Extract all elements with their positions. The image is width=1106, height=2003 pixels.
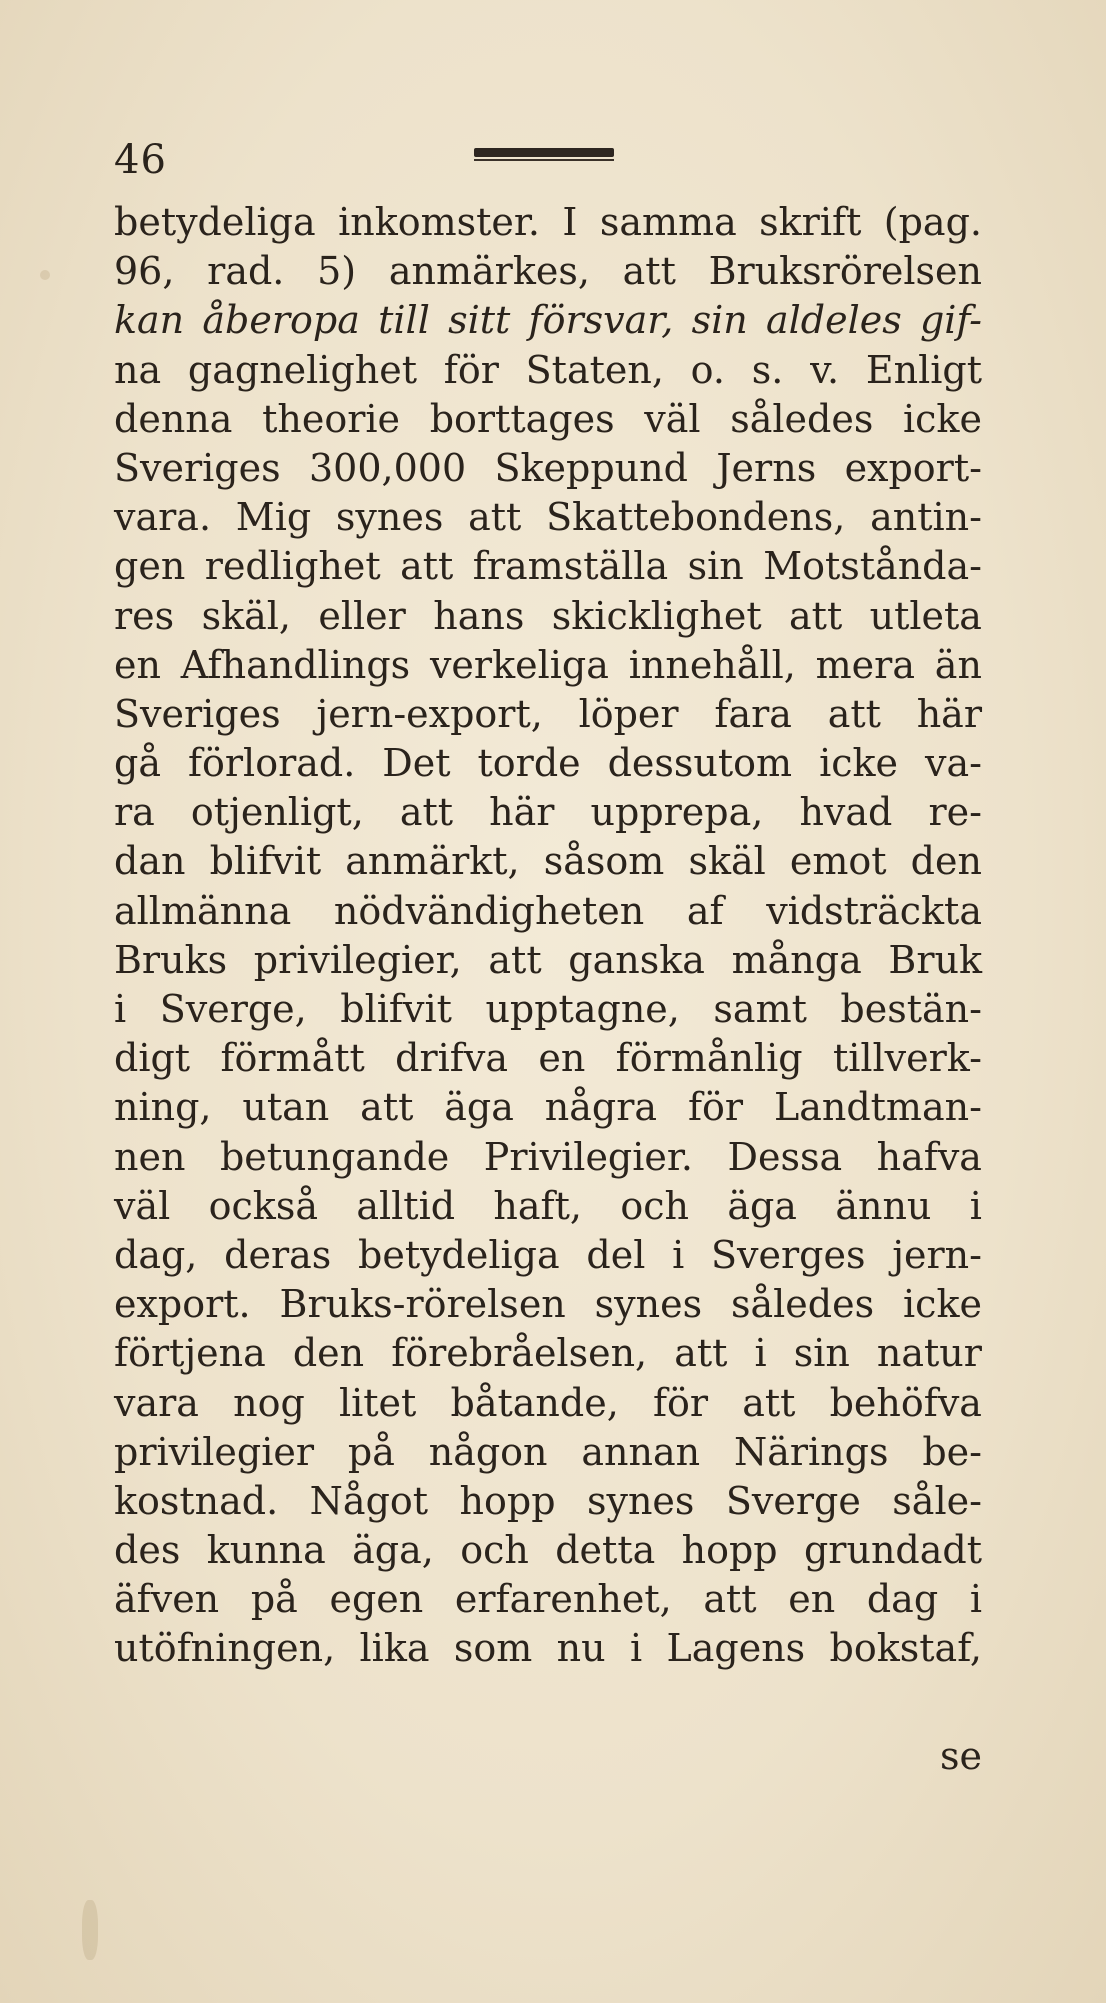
text-line: vara nog litet båtande, för att behöfva — [114, 1380, 982, 1425]
text-line: denna theorie borttages väl således icke — [114, 396, 982, 441]
text-line: gå förlorad. Det torde dessutom icke va- — [114, 741, 982, 786]
paper-stain — [82, 1900, 98, 1960]
text-line: nen betungande Privilegier. Dessa hafva — [114, 1134, 982, 1179]
text-line: ning, utan att äga några för Landtman- — [114, 1085, 982, 1130]
text-line: utöfningen, lika som nu i Lagens bokstaf, — [114, 1626, 982, 1671]
page-number: 46 — [114, 137, 167, 183]
text-line: 96, rad. 5) anmärkes, att Bruksrörelsen — [114, 249, 982, 294]
text-line: dag, deras betydeliga del i Sverges jern- — [114, 1232, 982, 1277]
text-line: betydeliga inkomster. I samma skrift (pag. — [114, 200, 982, 244]
text-line: i Sverge, blifvit upptagne, samt bestän- — [114, 987, 982, 1031]
text-line: export. Bruks-rörelsen synes således icke — [114, 1282, 982, 1327]
text-line: Bruks privilegier, att ganska många Bruk — [114, 937, 982, 982]
text-line: väl också alltid haft, och äga ännu i — [114, 1183, 982, 1228]
ink-speck — [40, 270, 50, 280]
text-line: förtjena den förebråelsen, att i sin natur — [114, 1331, 982, 1376]
text-line: Sveriges 300,000 Skeppund Jerns export- — [114, 445, 982, 490]
text-line: des kunna äga, och detta hopp grundadt — [114, 1528, 982, 1573]
text-line: Sveriges jern-export, löper fara att här — [114, 691, 982, 736]
header-rule — [474, 148, 614, 157]
text-line: kostnad. Något hopp synes Sverge såle- — [114, 1478, 982, 1523]
text-line: allmänna nödvändigheten af vidsträckta — [114, 888, 982, 933]
text-line: gen redlighet att framställa sin Motstånda- — [114, 544, 982, 589]
text-line: privilegier på någon annan Närings be- — [114, 1429, 982, 1474]
text-line: vara. Mig synes att Skattebondens, antin- — [114, 495, 982, 540]
body-text — [114, 198, 982, 1674]
text-line: ra otjenligt, att här upprepa, hvad re- — [114, 790, 982, 835]
text-line: dan blifvit anmärkt, såsom skäl emot den — [114, 839, 982, 884]
text-line: res skäl, eller hans skicklighet att utleta — [114, 593, 982, 638]
text-line: kan åberopa till sitt försvar, sin aldeles gif- — [114, 298, 982, 343]
text-line: na gagnelighet för Staten, o. s. v. Enligt — [114, 347, 982, 392]
text-line: en Afhandlings verkeliga innehåll, mera än — [114, 642, 982, 687]
catchword: se — [940, 1734, 982, 1778]
text-line: äfven på egen erfarenhet, att en dag i — [114, 1577, 982, 1622]
text-line: digt förmått drifva en förmånlig tillverk- — [114, 1036, 982, 1081]
